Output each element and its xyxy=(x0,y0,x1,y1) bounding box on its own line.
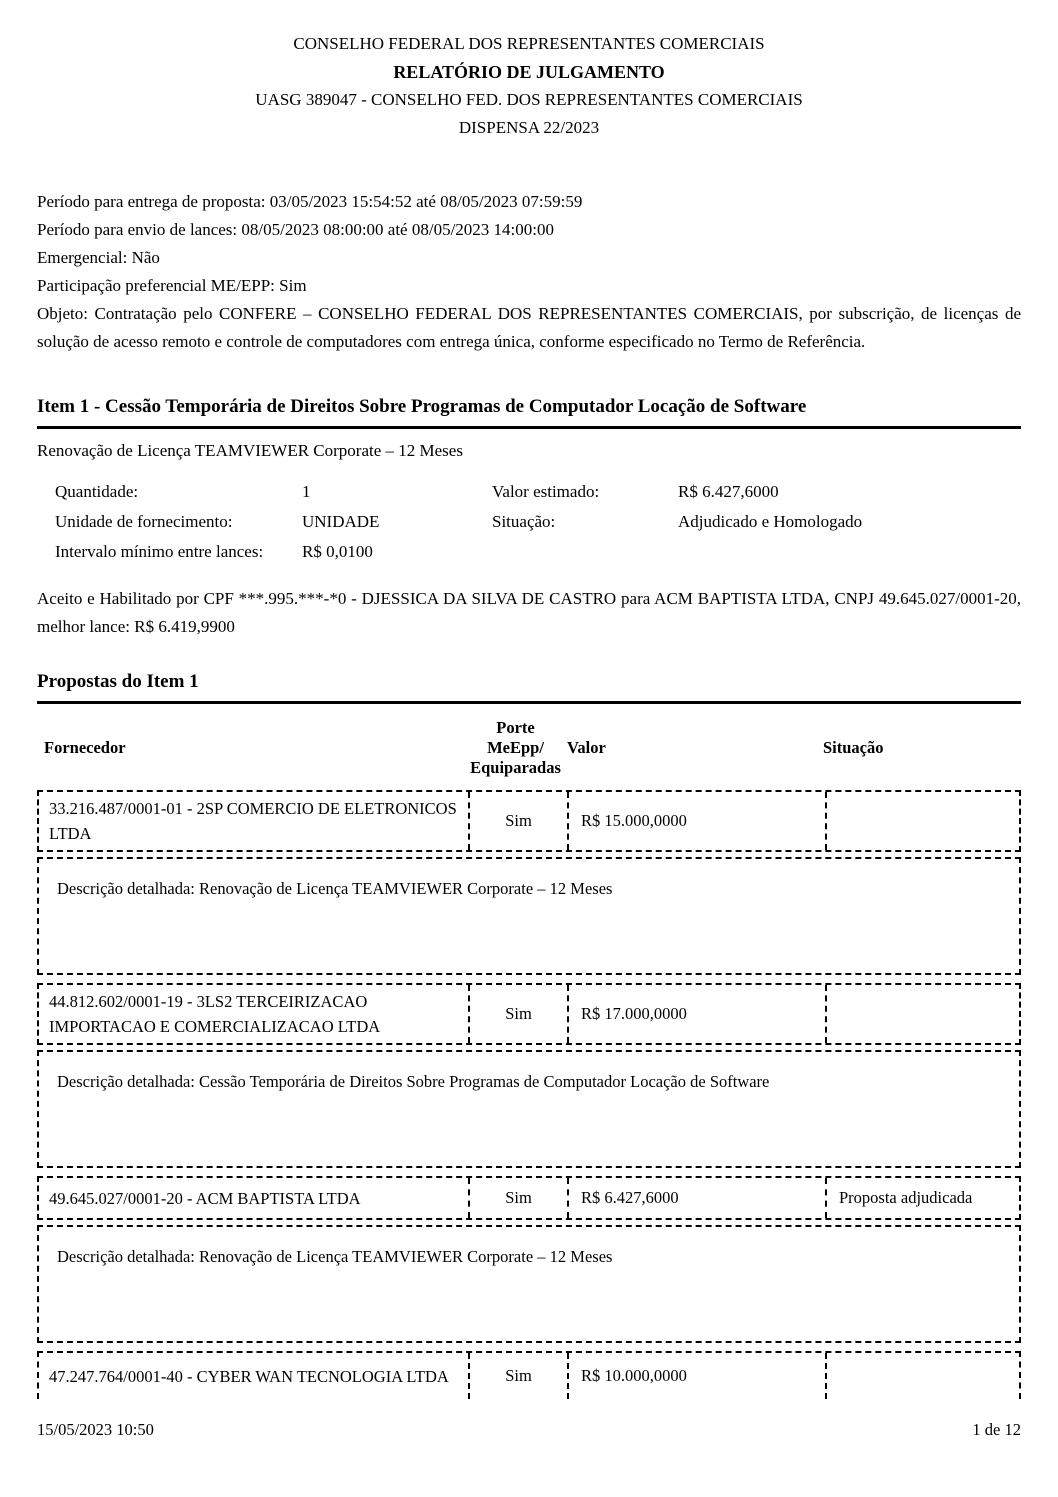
proposal-porte: Sim xyxy=(468,1178,567,1218)
proposal-row xyxy=(37,790,1021,852)
proposal-description: Descrição detalhada: Cessão Temporária de Direitos Sobre Programas de Computador Locação de Software xyxy=(37,1050,1021,1168)
item1-subtitle: Renovação de Licença TEAMVIEWER Corporate – 12 Meses xyxy=(37,441,463,460)
unidade-label: Unidade de fornecimento: xyxy=(55,512,233,531)
intervalo-label: Intervalo mínimo entre lances: xyxy=(55,542,264,561)
info-block xyxy=(37,188,1021,356)
intervalo-value: R$ 0,0100 xyxy=(302,542,373,561)
column-header-fornecedor: Fornecedor xyxy=(44,738,126,757)
situacao-value: Adjudicado e Homologado xyxy=(678,512,863,531)
proposal-row xyxy=(37,1351,1021,1399)
empty-label xyxy=(492,537,678,567)
column-header-situacao: Situação xyxy=(823,738,884,757)
column-header-porte: Porte MeEpp/ Equiparadas xyxy=(470,718,561,777)
proposal-situacao xyxy=(825,792,1019,850)
proposal-porte: Sim xyxy=(468,1353,567,1399)
org-name: CONSELHO FEDERAL DOS REPRESENTANTES COMERCIAIS xyxy=(293,34,765,53)
proposal-porte: Sim xyxy=(468,792,567,850)
proposals-table-header xyxy=(37,718,1021,778)
objeto-paragraph: Objeto: Contratação pelo CONFERE – CONSELHO FEDERAL DOS REPRESENTANTES COMERCIAIS, por subscrição, de licenças de solução de acesso remoto e controle de computadores com entrega única, conforme especificado no Termo de Referência. xyxy=(37,304,1021,351)
proposal-row xyxy=(37,1176,1021,1220)
proposal-situacao xyxy=(825,985,1019,1043)
proposal-fornecedor: 33.216.487/0001-01 - 2SP COMERCIO DE ELETRONICOS LTDA xyxy=(49,799,457,843)
valor-estimado-label: Valor estimado: xyxy=(492,482,600,501)
proposal-description: Descrição detalhada: Renovação de Licença TEAMVIEWER Corporate – 12 Meses xyxy=(37,1225,1021,1343)
proposal-row xyxy=(37,983,1021,1045)
proposal-fornecedor: 44.812.602/0001-19 - 3LS2 TERCEIRIZACAO IMPORTACAO E COMERCIALIZACAO LTDA xyxy=(49,992,381,1036)
proposal-porte: Sim xyxy=(468,985,567,1043)
footer-timestamp: 15/05/2023 10:50 xyxy=(37,1420,154,1439)
document-header xyxy=(37,30,1021,142)
item1-section-title: Item 1 - Cessão Temporária de Direitos Sobre Programas de Computador Locação de Software xyxy=(37,396,1021,429)
report-title: RELATÓRIO DE JULGAMENTO xyxy=(393,62,665,82)
footer-page-number: 1 de 12 xyxy=(972,1420,1021,1439)
page-footer xyxy=(37,1420,1021,1440)
valor-estimado-value: R$ 6.427,6000 xyxy=(678,482,779,501)
empty-value xyxy=(678,537,1021,567)
unidade-value: UNIDADE xyxy=(302,512,380,531)
proposal-situacao xyxy=(825,1353,1019,1399)
item1-details xyxy=(37,477,1021,567)
period-lances-line: Período para envio de lances: 08/05/2023 08:00:00 até 08/05/2023 14:00:00 xyxy=(37,220,554,239)
proposal-valor: R$ 17.000,0000 xyxy=(567,985,825,1043)
participacao-line: Participação preferencial ME/EPP: Sim xyxy=(37,276,307,295)
proposal-fornecedor: 49.645.027/0001-20 - ACM BAPTISTA LTDA xyxy=(49,1188,361,1208)
acceptance-paragraph: Aceito e Habilitado por CPF ***.995.***-*0 - DJESSICA DA SILVA DE CASTRO para ACM BAPTISTA LTDA, CNPJ 49.645.027/0001-20, melhor lance: R$ 6.419,9900 xyxy=(37,589,1021,636)
details-row xyxy=(37,477,1021,507)
dispensa-line: DISPENSA 22/2023 xyxy=(458,118,600,137)
proposals-section-title: Propostas do Item 1 xyxy=(37,671,1021,704)
quantidade-value: 1 xyxy=(302,482,311,501)
uasg-line: UASG 389047 - CONSELHO FED. DOS REPRESENTANTES COMERCIAIS xyxy=(255,90,803,109)
proposal-valor: R$ 6.427,6000 xyxy=(567,1178,825,1218)
proposal-valor: R$ 10.000,0000 xyxy=(567,1353,825,1399)
details-row xyxy=(37,537,1021,567)
details-row xyxy=(37,507,1021,537)
proposal-valor: R$ 15.000,0000 xyxy=(567,792,825,850)
proposal-situacao: Proposta adjudicada xyxy=(825,1178,1019,1218)
column-header-valor: Valor xyxy=(567,738,606,757)
situacao-label: Situação: xyxy=(492,512,556,531)
proposal-description: Descrição detalhada: Renovação de Licença TEAMVIEWER Corporate – 12 Meses xyxy=(37,857,1021,975)
period-proposta-line: Período para entrega de proposta: 03/05/2023 15:54:52 até 08/05/2023 07:59:59 xyxy=(37,192,583,211)
emergencial-line: Emergencial: Não xyxy=(37,248,160,267)
proposal-fornecedor: 47.247.764/0001-40 - CYBER WAN TECNOLOGIA LTDA xyxy=(49,1366,449,1386)
quantidade-label: Quantidade: xyxy=(55,482,139,501)
